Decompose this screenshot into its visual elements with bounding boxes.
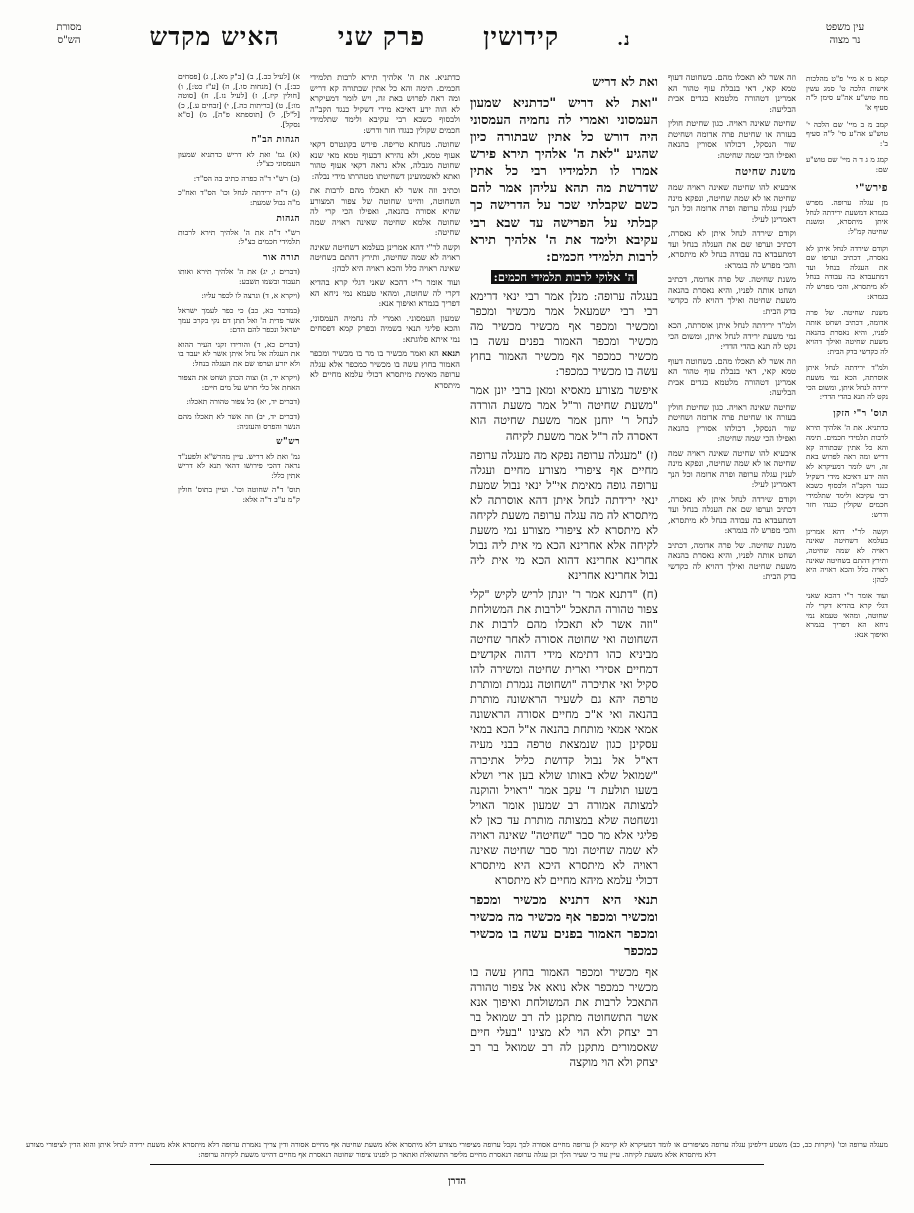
- hagahot-title: הגהות: [276, 213, 300, 224]
- gemara-baraita-marker: "ואת לא דריש "כדתניא שמעון העמסוני ואמרי לה נחמיה העמסוני היה דורש כל אתין שבתורה כיון שהגיע "לאת ה' אלהיך תירא פירש אמרו לו תלמידיו רבי כל אתין שדרשת מה תהא עליהן אמר להם כשם שקבלתי שכר על הדרישה כך קבלתי על הפרישה עד שבא רבי עקיבא ולימד את ה' אלהיך תירא לרבות תלמידי חכמים:: [470, 95, 658, 265]
- tosafot-paragraph: שחוטה. מנחתא טריפה. פירש בקונטרס דקאי אעוף טמא, ולא נהירא דבעוף טמא מאי שנא שחוטה מנבלה, אלא נראה דקאי אעוף טהור ואתא לאשמועינן דשחיטתו מטהרתו מידי נבלה:: [310, 139, 460, 181]
- torah-or-title: תורה אור: [262, 252, 300, 263]
- gemara-opening: [470, 74, 658, 91]
- gemara-tanna-marker: תנאי היא דתניא מכשיר ומכפר ומכשיר ומכפר אף מכשיר מה מכשיר ומכפר האמור בפנים עשה בו מכשיר כמכפר: [470, 892, 658, 960]
- rashi-paragraph: משנת שחיטה. של פרה אדומה, דכתיב ושחט אותה לפניו, והיא נאסרת בהנאה משעת שחיטה ואילך דהויא לה כקדשי בדק הבית:: [806, 308, 888, 356]
- rashash-item: גמ' ואת לא דריש. עיין מהרש"א ולפענ"ד נראה דהכי פירושו דהאי תנא לא דריש אתין כלל:: [178, 451, 300, 480]
- footer-note: מעגלה ערופה וכו' (ויקרות כב, כב) משמע דילפינן עגלה ערופה מציפורים או לומד דמעיקרא לא קיימא לן ערופה מחיים אסורה לכך נקבל ערופה מציפורי מצורע דלא מיתסרא אלא משעת שחיטה אף מחיים אסורה ודין צריך נאמרת ערופה דלא מיתסרא אלא משעת ירידה לנחל איתן והוא הדין לציפורי מצורע דלא מיתסרא אלא משעת לקיחה. עיין עוד כי שעיר הלך וכן עגלה ערופה דנאסרת מחיים מליפר התשואלת ואתאר כן לפנינו ציפור שחוטה דנאסרת אף מחיים דהיינו משעת לקיחה ערופה:: [26, 1140, 888, 1159]
- tosafot-ri-title: תוס' ר"י הזקן: [833, 408, 888, 419]
- hagahot-habach-title: הגהות הב"ח: [251, 135, 300, 146]
- gemara-paragraph: [470, 892, 658, 961]
- rashi-paragraph: ולמ"ד ירידתה לנחל איתן אוסרתה, הכא נמי משעת ירידה לנחל איתן, ומשום הכי נקט לה תנא בהדי הדדי:: [668, 320, 796, 352]
- hagahot-habach-item: (ב) רש"י ד"ה כפרה כתיב בה הס"ד:: [193, 173, 300, 183]
- rashi-paragraph-repeat: וזה אשר לא תאכלו מהם. בשחוטה דעוף טמא קאי, דאי בנבלת עוף טהור הא אמרינן דטהורה מלטמא בגדים אבית הבליעה:: [668, 355, 796, 398]
- ein-mishpat-entry: קמג מ ג ד ה מיי' שם טוש"ע שם:: [806, 155, 888, 174]
- column-masoret: [178, 72, 300, 1117]
- tractate-name: קידושין: [483, 22, 560, 51]
- rashi-paragraph: וקודם שירדה לנחל איתן לא נאסרה, דכתיב וערפו שם את העגלה בנחל ועד דמתעבדא בה עבודה בנחל לא מיתסרא, והכי מפרש לה בגמרא:: [806, 243, 888, 301]
- rashi-title: פירש"י: [855, 181, 888, 194]
- rashi-opening: מן עגלה ערופה. מפרש בגמרא דמשעת ירידתה לנחל איתן מיתסרא, ומשנת שחיטה קמ"ל:: [806, 198, 888, 236]
- hagahot-habach-item: (ג) ד"ה ירידתה לנחל וכו' הס"ד ואח"כ מ"ה נבול שמעת:: [178, 188, 300, 207]
- tosafot-bottom-head: תנאא: [441, 348, 460, 358]
- torah-or-item: (ויקרא א, ד) ונרצה לו לכפר עליו:: [201, 291, 300, 301]
- gemara-paragraph: איפשר מצורע מאסיא ומאן ברבי יונן אמר "משעת שחיטה ור"ל אמר משעת הורדה לנחל ר' יוחנן אמר משעת שחיטה הוא דאסרה לה ר"ל אמר משעת לקיחה: [470, 383, 658, 443]
- column-tosafot: [310, 72, 460, 1117]
- page-header: [26, 22, 888, 68]
- tosafot-bottom: [310, 348, 460, 390]
- rashi-keyword: [668, 166, 796, 179]
- rashash-item: תוס' ד"ה שחוטה וכו'. ועיין בתוס' חולין ק"מ ע"ב ד"ה אלא:: [178, 485, 300, 504]
- rashi-paragraph-repeat: משנת שחיטה. של פרה אדומה, דכתיב ושחט אותה לפניו, והיא נאסרת בהנאה משעת שחיטה ואילך דהויא לה כקדשי בדק הבית:: [668, 539, 796, 582]
- masoret-title-2: הש"ס: [57, 34, 81, 46]
- rashi-paragraph-repeat: וקודם שירדה לנחל איתן לא נאסרה, דכתיב וערפו שם את העגלה בנחל ועד דמתעבדא בה עבודה בנחל לא מיתסרא, והכי מפרש לה בגמרא:: [668, 493, 796, 536]
- column-rashi: [668, 72, 796, 1117]
- rashi-keyword-2: שחיטה: [735, 166, 767, 178]
- gemara-highlight: [470, 270, 658, 285]
- torah-or-item: (ויקרא יד, ה) וצוה הכהן ושחט את הצפור האחת אל כלי חרש על מים חיים:: [178, 373, 300, 392]
- tosafot-paragraph: שמעון העמסוני. ואמרי לה נחמיה העמסוני, והכא פליגי תנאי בשמיה ובפרק קמא דפסחים נמי איתא פלוגתא:: [310, 312, 460, 344]
- rashi-keyword-1: משנת: [770, 166, 796, 178]
- masoret-references: א) [לעיל כב.], ב) [ב"ק מא.], ג) [פסחים כב:], ד) [מנחות סו.], ה) [ע"ז כט:], ו) [חולין קיז.], ז) [לעיל נז.], ח) [סוטה מו:], ט) [כריתות כה.], י) [זבחים ע.], כ) [ל"ל], ל) [תוספתא פ"ה], מ) [ס"א נסקל].: [178, 72, 300, 129]
- masoret-title-1: מסורת: [56, 22, 82, 33]
- torah-or-item: (דברים יד, יב) וזה אשר לא תאכלו מהם הנשר והפרס והעזניה:: [178, 412, 300, 431]
- footer-signature: הדרן: [447, 1176, 467, 1187]
- hagahot-item: רש"י ד"ה את ה' אלהיך תירא לרבות תלמידי חכמים כצ"ל:: [178, 227, 300, 247]
- column-ein-mishpat: [806, 72, 888, 1117]
- ein-mishpat-title-1: עין משפט: [825, 22, 865, 33]
- tosafot-paragraph: וכתיב וזה אשר לא תאכלו מהם לרבות את השחוטה, והיינו שחוטה של צפור המצורע שהיא אסורה בהנאה, ואפילו הכי קרי לה שחוטה אלמא שחיטה שאינה ראויה שמה שחיטה:: [310, 185, 460, 237]
- gemara-highlight-text: ה' אלוקי לרבות תלמידי חכמים:: [491, 270, 638, 284]
- torah-or-item: (דברים כא, ד) והורידו זקני העיר ההוא את העגלה אל נחל איתן אשר לא יעבד בו ולא יזרע וערפו שם את העגלה בנחל:: [178, 339, 300, 368]
- header-titles: [149, 22, 644, 52]
- chapter-number: פרק שני: [337, 22, 426, 51]
- tosafot-ri-paragraph: כדתניא. את ה' אלהיך תירא לרבות תלמידי חכמים. תימה והא כל אתין שבתורה קא דריש ומה ראה לפרוש באת זה, ויש לומר דמעיקרא לא הוה ידע דאיכא מידי דשקיל כנגד הקב"ה ולבסוף כשבא רבי עקיבא ולימד שתלמידי חכמים שקולין כנגדו חזר ודרש:: [806, 423, 888, 520]
- rashi-paragraph-repeat: איבעיא להו שחיטה שאינה ראויה שמה שחיטה או לא שמה שחיטה, ונפקא מינה לענין עגלה ערופה ופרה אדומה וכל הנך דאמרינן לעיל:: [668, 447, 796, 490]
- tosafot-ri-paragraph: ועוד אומר ר"י דהכא שאני דגלי קרא בהדיא דקרי לה שחוטה, ומהאי טעמא נמי ניחא הא דפריך בגמרא ואיפוך אנא:: [806, 591, 888, 639]
- torah-or-item: (במדבר כא, כב) כי כפר לעמך ישראל אשר פדית ה' ואל תתן דם נקי בקרב עמך ישראל ונכפר להם הדם:: [178, 305, 300, 335]
- torah-or-item: (דברים ו, יג) את ה' אלהיך תירא ואותו תעבוד ובשמו תשבע:: [178, 267, 300, 286]
- footer-divider: [150, 1164, 764, 1165]
- page-body: [26, 72, 888, 1117]
- hagahot-habach-item: (א) גמ' ואת לא דריש כדתניא שמעון העמסוני כצ"ל:: [178, 149, 300, 169]
- tosafot-bottom-text: הא ואמר מכשיר בו מר בו מכשיר ומכפר האמור בחוץ עשה בו מכשיר כמכפר אלא עגלה ערופה מאימת מיתסרא דכולי עלמא מחיים לא מיתסרא: [310, 348, 460, 390]
- rashi-paragraph: ולמ"ד ירידתה לנחל איתן אוסרתה, הכא נמי משעת ירידה לנחל איתן, ומשום הכי נקט לה תנא בהדי הדדי:: [806, 363, 888, 402]
- ein-mishpat-title-2: נר מצוה: [829, 34, 861, 46]
- rashi-paragraph: וזה אשר לא תאכלו מהם. בשחוטה דעוף טמא קאי, דאי בנבלת עוף טהור הא אמרינן דטהורה מלטמא בגדים אבית הבליעה:: [668, 72, 796, 114]
- gemara-paragraph: (ח) "דתנא אמר ר' יונתן לריש לקיש "קלי צפור טהורה התאכל "לרבות את המשולחת "וזה אשר לא תאכלו מהם לרבות את השחוטה ואי שחוטה אסורה לאחר שחיטה מביניא כהו דתימא מידי דהוה אקדשים דמחיים אסירי וארית שחיטה ומשירה להו סקיל ואי אתיכרה "ושחוטה נגמרת ומותרת טרפה יהא גם לשעיר הראשונה מותרת בהנאה ואי א"כ מחיים אסורה הראשונה אמאי אמאי מותחת בהנאה א"ל הכא במאי עסקינן כגון שנמצאת טרפה בבני מעיה דא"ל אל נבול קדושת כליל אתיכרה "שמואל שלא באותו שולא בען ארי ושלא בשעו תולעת ד' עקב אמר "ראויל והוקנה למצותה אמורה רב שמעון אומר האויל ונשחטה שלא במצותה מותרת עד כאן לא פליגי אלא מר סבר "שחיטה" שאינה ראויה לא שמה שחיטה ומר סבר שחיטה שאינה ראויה לא מיתסרא היכא היא מיתסרא דכולי עלמא מיהא מחיים לא מיתסרא: [470, 587, 658, 887]
- rashi-paragraph-repeat: שחיטה שאינה ראויה. כגון שחיטת חולין בעזרה או שחיטת פרה אדומה ושחיטת שור הנסקל, דכולהו אסורין בהנאה ואפילו הכי שמה שחיטה:: [668, 401, 796, 444]
- ein-mishpat-entry: קמא מ א מיי' פ"ט מהלכות אישות הלכה ט' סמג עשין מח טוש"ע אה"ע סימן ל"ה סעיף א': [806, 74, 888, 112]
- gemara-paragraph: (ז) "מעגלה ערופה נפקא מה מעגלה ערופה מחיים אף ציפורי מצורע מחיים ועגלה ערופה גופה מאימת אי"ל ינאי נבול שמעת ינאי ירידתה לנחל איתן דהא אוסרתה לא מיתסרא לה מה עגלה ערופה משעת לקיחה לא מיתסרא לא ציפורי מצורע נמי משעת לקיחה אלא אחרינא הכא מי אית ליה נבול אחרינא אחרינא דהוא הכא מי אית ליה נבול אחרינא אחרינא: [470, 447, 658, 582]
- rashi-paragraph: שחיטה שאינה ראויה. כגון שחיטת חולין בעזרה או שחיטת פרה אדומה ושחיטת שור הנסקל, דכולהו אסורין בהנאה ואפילו הכי שמה שחיטה:: [668, 118, 796, 160]
- ein-mishpat-header: [802, 22, 888, 47]
- gemara-opening-words: ואת לא דריש: [592, 74, 658, 89]
- rashi-paragraph: איבעיא להו שחיטה שאינה ראויה שמה שחיטה או לא שמה שחיטה, ונפקא מינה לענין עגלה ערופה ופרה אדומה וכל הנך דאמרינן לעיל:: [668, 182, 796, 224]
- gemara-paragraph: [470, 95, 658, 267]
- chapter-name: האיש מקדש: [149, 22, 280, 51]
- torah-or-item: (דברים יד, יא) כל צפור טהורה תאכלו:: [186, 397, 300, 407]
- column-gemara: [470, 72, 658, 1117]
- tosafot-paragraph: וקשה לר"י דהא אמרינן בעלמא דשחיטה שאינה ראויה לא שמה שחיטה, ותירץ דהתם בשחיטה שאינה ראויה כלל והכא ראויה היא לכהן:: [310, 241, 460, 273]
- tosafot-paragraph: כדתניא. את ה' אלהיך תירא לרבות תלמידי חכמים. תימה והא כל אתין שבתורה קא דריש ומה ראה לפרוש באת זה, ויש לומר דמעיקרא לא הוה ידע דאיכא מידי דשקיל כנגד הקב"ה ולבסוף כשבא רבי עקיבא ולימד שתלמידי חכמים שקולין כנגדו חזר ודרש:: [310, 72, 460, 135]
- masoret-header: [26, 22, 112, 47]
- gemara-paragraph: בעגלה ערופה: מנלן אמר רבי ינאי דרימא רבי רבי ישמעאל אמר מכשיר ומכפר ומכשיר ומכפר אף מכשיר מכשיר מה מכשיר ומכפר האמור בפנים עשה בו מכשיר כמכפר אף מכשיר האמור בחוץ עשה בו מכשיר כמכפר:: [470, 289, 658, 379]
- gemara-closing: אף מכשיר ומכפר האמור בחוץ עשה בו מכשיר כמכפר אלא נואא אל צפור טהורה התאכל לרבות את המשולחת ואיפוך אנא אשר התשחוטה מתקנן לה רב שמואל בר רב יצחק ולא הוי לא מצינו "בעלי חיים שאסמורים מתקנן לה רב שמואל בר רב יצחק ולא הוי מוקצה: [470, 964, 658, 1069]
- tosafot-paragraph: ועוד אומר ר"י דהכא שאני דגלי קרא בהדיא דקרי לה שחוטה, ומהאי טעמא נמי ניחא הא דפריך בגמרא ואיפוך אנא:: [310, 277, 460, 308]
- rashi-paragraph: משנת שחיטה. של פרה אדומה, דכתיב ושחט אותה לפניו, והיא נאסרת בהנאה משעת שחיטה ואילך דהויא לה כקדשי בדק הבית:: [668, 274, 796, 316]
- ein-mishpat-entry: קמב מ ב מיי' שם הלכה י' טוש"ע אה"ע סי' ל"ה סעיף ב':: [806, 119, 888, 148]
- folio-number: נ.: [617, 30, 631, 50]
- tosafot-ri-paragraph: וקשה לר"י דהא אמרינן בעלמא דשחיטה שאינה ראויה לא שמה שחיטה, ותירץ דהתם בשחיטה שאינה ראויה כלל והכא ראויה היא לכהן:: [806, 526, 888, 584]
- rashi-paragraph: וקודם שירדה לנחל איתן לא נאסרה, דכתיב וערפו שם את העגלה בנחל ועד דמתעבדא בה עבודה בנחל לא מיתסרא, והכי מפרש לה בגמרא:: [668, 228, 796, 270]
- rashash-title: רש"ש: [276, 437, 300, 448]
